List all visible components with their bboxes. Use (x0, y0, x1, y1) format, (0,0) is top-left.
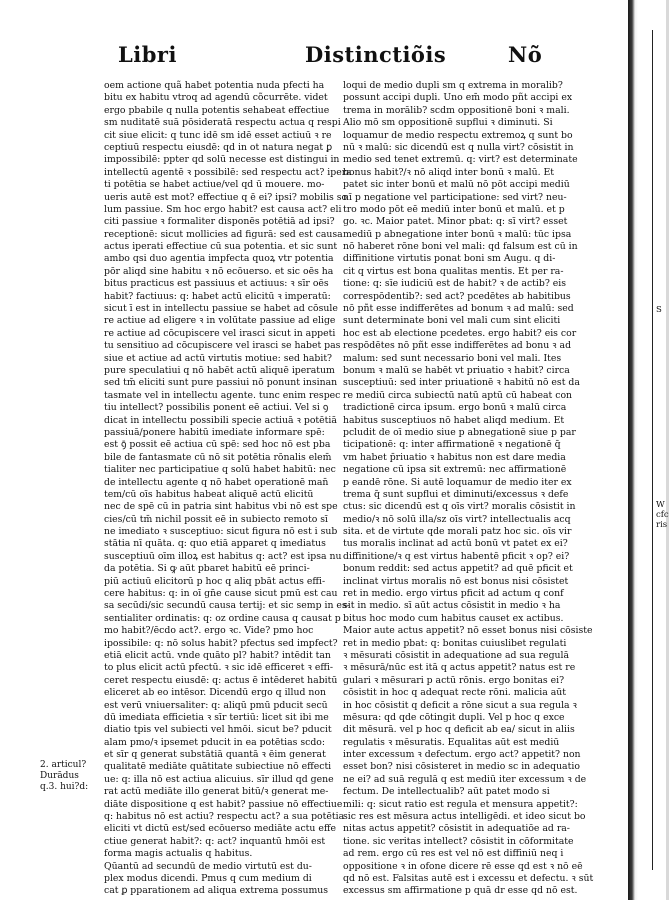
page-gutter (628, 0, 666, 900)
text-line: susceptiuū: sed inter priuationē ꝛ habitū nō est da (343, 377, 580, 389)
text-line: nō pñt esse indifferētes ad bonum ꝛ ad malū: sed (343, 303, 574, 315)
text-line: loquamur de medio respectu extremoꝝ q sunt bo (343, 129, 573, 141)
text-line: cōsistit in hoc q adequat recte rōni. malicia aūt (343, 687, 566, 699)
text-line: sm nuditatē suā pōsideratā respectu actua q respi (104, 117, 341, 129)
text-line: diatio tpis vel subiecti vel hmōi. sicut be? pducit (104, 724, 332, 736)
right-text-column (343, 80, 594, 898)
text-line: ret in medio. ergo virtus pficit ad actum q conf (343, 588, 564, 600)
text-line: re actiue ad cōcupiscere vel irasci sicut in appeti (104, 327, 336, 339)
text-line: ergo pbabile q nulla potentis sehabeat effectiue (104, 104, 330, 116)
text-line: susceptiuū oīm illoꝝ est habitus q: act? est ipsa nu (104, 550, 342, 562)
text-line: re actiue ad eligere ꝛ in volūtate passiue ad elige (104, 315, 336, 327)
text-line: inter excessum ꝛ defectum. ergo act? appetit? non (343, 749, 581, 761)
text-line: fectum. De intellectualib? aūt patet modo si (343, 786, 550, 798)
text-line: re mediū circa subiectū natū aptū cū habeat con (343, 389, 573, 401)
text-line: tem/cū oīs habitus habeat aliquē actū elicitū (104, 488, 314, 500)
text-line: est verū vniuersaliter: q: aliqū pmū pducit secū (104, 699, 328, 711)
text-line: impossibilē: ppter qd solū necesse est distingui in (104, 154, 340, 166)
text-line: stātia nī quāta. q: quo etiā apparet q imediatus (104, 538, 326, 550)
text-line: ambo qsi duo agentia impfecta quoꝝ vtr potentia (104, 253, 334, 265)
text-line: sa secūdi/sic secundū causa tertij: et sic semp in es- (104, 600, 350, 612)
text-line: bitu ex habitu vtroq ad agendū cõcurrēte. videt (104, 92, 328, 104)
text-line: sed tm̄ eliciti sunt pure passiui nō ponunt insinan (104, 377, 338, 389)
text-line: in hoc cōsistit q deficit a rōne sicut a sua regula ꝛ (343, 699, 577, 711)
text-line: rat actū mediāte illo generat bitū/ꝛ generat me- (104, 786, 329, 798)
text-line: trema in morālib? scdm oppositionē boni ꝛ mali. (343, 104, 570, 116)
text-line: nī p negatione vel participatione: sed virt? neu- (343, 191, 567, 203)
text-line: oppositione ꝛ in ofone dicere rē esse qd est ꝛ nō eē (343, 860, 583, 872)
fragment-line: ris (656, 520, 668, 530)
text-line: tus moralis inclinat ad actū bonū vt patet ex ei? (343, 538, 568, 550)
text-line: p eandē rōne. Si autē loquamur de medio iter ex (343, 476, 572, 488)
marginal-note-line: Durādus (40, 771, 79, 781)
text-line: nec de spē cū in patria sint habitus vbi nō est spe (104, 501, 338, 513)
text-line: ipossibile: q: nō solus habit? pfectus sed impfect? (104, 637, 338, 649)
text-line: mo habit?/ēcdo act?. ergo ꝛc. Vide? pmo hoc (104, 625, 314, 637)
text-line: ueris autē est mot? effectiue q ē ei? ipsi? mobilis so (104, 191, 348, 203)
text-line: et sīr q generat substātiā quantā ꝛ ēim generat (104, 749, 326, 761)
text-line: sit in medio. sī aūt actus cōsistit in medio ꝛ ha (343, 600, 561, 612)
text-line: sicut ī est in intellectu passiue se habet ad cōsule (104, 303, 338, 315)
text-line: nō haberet rōne boni vel mali: qd falsum est cū in (343, 241, 578, 253)
text-line: trema q̄ sunt supflui et diminuti/excessus ꝛ defe (343, 488, 569, 500)
text-line: eliceret ab eo intēsor. Dicendū ergo q illud non (104, 687, 326, 699)
text-line: sunt determinate boni vel mali cum sint eliciti (343, 315, 561, 327)
text-line: oem actione quã habet potentia nuda pfecti ha (104, 80, 325, 91)
facing-page-fragment-lines (656, 500, 669, 530)
text-line: tradictionē circa ipsum. ergo bonū ꝛ malū circa (343, 402, 567, 414)
text-line: Alio mō sm oppositionē supflui ꝛ diminuti. Si (343, 117, 553, 129)
text-line: cit siue elicit: q tunc idē sm idē esset actiuū ꝛ re (104, 129, 332, 141)
text-line: q: habitus nō est actiu? respectu act? a sua potētia (104, 811, 345, 823)
text-line: intellectū agentē ꝛ possibilē: sed respectu act? ipera (104, 166, 352, 178)
text-line: mili: q: sicut ratio est regula et mensura appetit?: (343, 798, 578, 810)
text-line: loqui de medio dupli sm q extrema in moralib? (343, 80, 563, 91)
text-line: ti potētia se habet actiue/vel qd ū mouere. mo- (104, 179, 325, 191)
running-head-left: Libri (118, 42, 177, 67)
text-line: tiu intellect? possibilis ponent eē actiui. Vel si ꝯ (104, 402, 329, 414)
text-line: tialiter nec participatiue q solū habet habitū: nec (104, 464, 336, 476)
text-line: citi passiue ꝛ formaliter disponēs potētiā ad ipsi? (104, 216, 335, 228)
text-line: ne imediato ꝛ susceptiuo: sicut figura nō est i sub (104, 526, 338, 538)
running-head-right: Nõ (508, 42, 543, 67)
text-line: negatione cū ipsa sit extremū: nec affirmationē (343, 464, 567, 476)
text-line: hoc est ab electione pcedetes. ergo habit? eis cor (343, 327, 577, 339)
facing-page-fragment: S (656, 305, 662, 315)
text-line: vm habet p̄riuatio ꝛ habitus non est dare media (343, 451, 566, 463)
text-line: bonum reddit: sed actus appetit? ad quē pficit et (343, 563, 573, 575)
text-line: dit mēsurā. vel p hoc q deficit ab ea/ sicut in aliis (343, 724, 575, 736)
text-line: patet sic inter bonū et malū nō pōt accipi mediū (343, 179, 570, 191)
marginal-note-line: q.3. hui?d: (40, 782, 89, 792)
text-line: etiā elicit actū. vnde quāto pl? habit? intēdit tan (104, 649, 331, 661)
text-line: sentialiter ordinatis: q: oz ordine causa q causat p (104, 612, 341, 624)
marginal-note-line: 2. articul? (40, 760, 87, 770)
text-line: pcludit de oī medio siue p abnegationē siue p par (343, 426, 576, 438)
text-line: cies/cū tm̄ nichil possit eē in subiecto remoto sī (104, 513, 329, 525)
text-line: sic res est mēsura actus intelligēdi. et ideo sicut bo (343, 811, 586, 823)
text-line: diffinitione/ꝛ q est virtus habentē pficit ꝛ op? ei? (343, 550, 570, 562)
text-line: bonum ꝛ malū se habēt vt priuatio ꝛ habit? circa (343, 364, 570, 376)
text-line: Qūantū ad secundū de medio virtutū est du- (104, 860, 312, 872)
text-line: mēsura: qd qde cōtingit dupli. Vel p hoc q exce (343, 711, 565, 723)
text-line: malum: sed sunt necessario boni vel mali. Ites (343, 352, 562, 364)
text-line: diāte dispositione q est habit? passiue nō effectiue (104, 798, 343, 810)
text-line: pure speculatiui q nō habēt actū aliquē iperatum (104, 364, 335, 376)
text-line: medio/ꝛ nō solū illa/sz oīs virt? intellectualis acq (343, 513, 571, 525)
text-line: lum passiue. Sm hoc ergo habit? est causa act? eli (104, 203, 342, 215)
text-line: cat ꝑ pparationem ad aliqua extrema possumus (104, 885, 329, 897)
text-line: pōr aliqd sine habitu ꝛ nō ecōuerso. et sic oēs ha (104, 265, 334, 277)
text-line: to plus elicit actū pfectū. ꝛ sic idē efficeret ꝛ effi- (104, 662, 334, 674)
text-line: est ꝯ̄ possit eē actiua cū spē: sed hoc nō est pba (104, 439, 331, 451)
text-line: diffinitione virtutis ponat boni sm Augu. q di- (343, 253, 556, 265)
text-line: receptionē: sicut mollicies ad figurā: sed est causa (104, 228, 343, 240)
text-line: bitus practicus est passiuus et actiuus: ꝛ sīr oēs (104, 278, 329, 290)
text-line: respōdētes nō pñt esse indifferētes ad bonu ꝛ ad (343, 340, 572, 352)
text-line: tasmate vel in intellectu agente. tunc enim respec (104, 389, 341, 401)
text-line: nū ꝛ malū: sic dicendū est q nulla virt? cōsistit in (343, 141, 574, 153)
text-line: cere habitus: q: in oī gn̄e cause sicut pmū est cau (104, 588, 338, 600)
fragment-line: cfc (656, 510, 669, 520)
text-line: tione. sic veritas intellect? cōsistit in cōformitate (343, 835, 574, 847)
marginal-note (40, 760, 88, 793)
running-head-center: Distinctiõis (305, 42, 447, 67)
text-line: dicat in intellectu possibili specie actiuā ꝛ potētiā (104, 414, 337, 426)
text-line: bitus hoc modo cum habitus causet ex actibus. (343, 612, 564, 624)
text-line: dū imediata efficietia ꝛ sīr tertiū: licet sit ibi me (104, 711, 329, 723)
fragment-line: W (656, 500, 665, 510)
text-line: ctus: sic dicendū est q oīs virt? moralis cōsistit in (343, 501, 576, 513)
text-line: regulatis ꝛ mēsuratis. Equalitas aūt est mediū (343, 736, 560, 748)
text-line: da potētia. Si ꝙ aūt pbaret habitū eē princi- (104, 563, 310, 575)
text-line: plex modus dicendi. Pmus q cum medium di (104, 873, 312, 884)
text-line: tro modo pōt eē mediū inter bonū et malū. et p (343, 203, 565, 215)
text-line: ctiue generat habit?: q: act? inquantū hmōi est (104, 835, 326, 847)
text-line: gulari ꝛ mēsurari p actū rōnis. ergo bonitas ei? (343, 674, 565, 686)
text-line: Maior aute actus appetit? nō esset bonus nisi cōsiste (343, 625, 593, 637)
text-line: forma magis actualis q habitus. (104, 848, 253, 860)
text-line: ad rem. ergo cū res est vel nō est diffiniū neq i (343, 848, 564, 860)
text-line: nitas actus appetit? cōsistit in adequatiōe ad ra- (343, 823, 570, 835)
text-line: ne ei? ad suā regulā q est mediū iter excessum ꝛ de (343, 773, 587, 785)
text-line: siue et actiue ad actū virtutis motiue: sed habit? (104, 352, 333, 364)
text-line: de intellectu agente q nō habet operationē man̄ (104, 476, 329, 488)
text-line: possunt accipi dupli. Uno em̄ modo pñt accipi ex (343, 92, 573, 104)
text-line: bile de fantasmate cū nō sit potētia rōnalis elem̄ (104, 451, 332, 463)
text-line: excessus sm affirmatione p quā dr esse qd nō est. (343, 885, 578, 897)
text-line: habitus susceptiuos nō habet aliqd medium. Et (343, 414, 565, 426)
text-line: go. ꝛc. Maior patet. Minor pbat: q: sī virt? esset (343, 216, 568, 228)
text-line: qd nō est. Falsitas autē est i excessu et defectu. ꝛ sūt (343, 873, 594, 884)
text-line: ꝛ mēsurā/nūc est itā q actus appetit? natus est re (343, 662, 576, 674)
text-line: eliciti vt dictū est/sed ecōuerso mediāte actu effe (104, 823, 336, 835)
text-line: ceptiuū respectu eiusdē: qd in ot natura negat ꝑ (104, 141, 332, 153)
text-line: medio sed tenet extremū. q: virt? est determinate (343, 154, 578, 166)
text-line: bonus habit?/ꝛ nō aliqd inter bonū ꝛ malū. Et (343, 166, 554, 178)
text-line: qualitatē mediāte quātitate subiectiue nō effecti (104, 761, 332, 773)
text-line: tu sensitiuo ad cōcupiscere vel irasci se habet pas (104, 340, 341, 352)
text-line: piū actiuū elicitorū p hoc q aliq pbāt actus effi- (104, 575, 326, 587)
text-line: correspōdentib?: sed act? pcedētes ab habitibus (343, 290, 571, 302)
text-line: sita. et de virtute qde morali patz hoc sic. oīs vir (343, 526, 572, 538)
text-line: ue: q: illa nō est actiua alicuius. sīr illud qd gene (104, 773, 334, 785)
text-line: cit q virtus est bona qualitas mentis. Et per ra- (343, 265, 564, 277)
left-text-column (104, 80, 352, 898)
text-line: alam pmo/ꝛ ipsemet pducit in ea potētias scdo: (104, 736, 325, 748)
text-line: ꝛ mēsurati cōsistit in adequatione ad sua regulā (343, 649, 570, 661)
text-line: passiuā/ponere habitū imediate informare spē: (104, 426, 325, 438)
text-line: ticipationē: q: inter affirmationē ꝛ negationē q̄ (343, 439, 561, 451)
text-line: actus iperati effectiue cū sua potentia. et sic sunt (104, 241, 338, 253)
text-line: inclinat virtus moralis nō est bonus nisi cōsistet (343, 575, 569, 587)
text-line: esset bon? nisi cōsisteret in medio sc in adequatio (343, 761, 580, 773)
text-line: ceret respectu eiusdē: q: actus ē intēderet habitū (104, 674, 338, 686)
text-line: mediū p abnegatione inter bonū ꝛ malū: tūc ipsa (343, 228, 572, 240)
text-line: ret in medio pbat: q: bonitas cuiuslibet regulati (343, 637, 567, 649)
text-line: habit? factiuus: q: habet actū elicitū ꝛ imperatū: (104, 290, 331, 302)
text-line: tione: q: sīe iudiciū est de habit? ꝛ de actib? eis (343, 278, 567, 290)
